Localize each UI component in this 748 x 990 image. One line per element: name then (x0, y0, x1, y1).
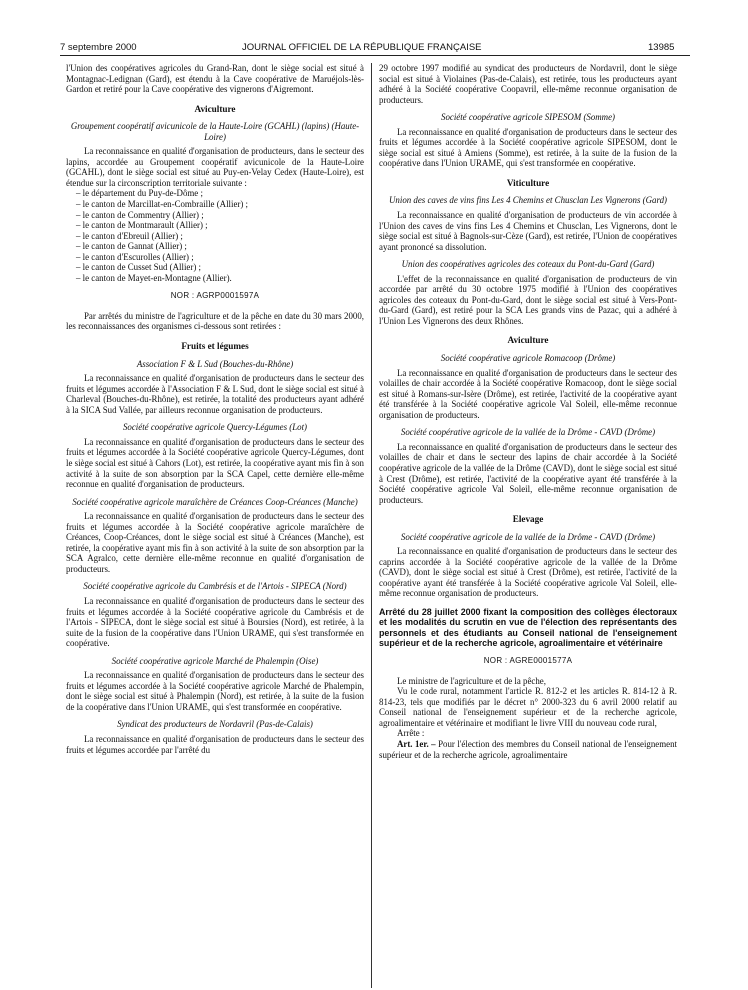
paragraph: La reconnaissance en qualité d'organisation de producteurs dans le secteur des volailles de chair et dans le secteur des lapins de chair accordée à la Société coopérative agricole de la vallée de la Drôme (CAVD), dont le siège social est situé à Crest (Drôme), est retirée, l'activité de la coopérative ayant été transférée à la Société coopérative agricole Val Soleil, elle-même reconnue organisation de producteurs. (379, 441, 677, 505)
header-page-number: 13985 (648, 42, 675, 53)
list-item: – le canton de Marcillat-en-Combraille (Allier) ; (76, 199, 249, 210)
left-column (66, 63, 364, 755)
paragraph: Arrête : (397, 728, 425, 739)
header-date: 7 septembre 2000 (60, 42, 137, 53)
section-heading: Aviculture (507, 335, 549, 346)
section-heading: Elevage (512, 514, 544, 525)
section-heading: Viticulture (506, 177, 550, 188)
organisation-heading: Société coopérative agricole de la vallée de la Drôme - CAVD (Drôme) (400, 427, 656, 438)
paragraph: La reconnaissance en qualité d'organisation de producteurs dans le secteur des fruits et légumes accordée à la Société coopérative agricole Marché de Phalempin, dont le siège social est situé à Phalempin (Nord), est retirée, à la suite de la fusion de la coopérative dans l'Union URAME, qui s'est transformée en coopérative. (66, 670, 364, 712)
organisation-heading: Société coopérative agricole de la vallée de la Drôme - CAVD (Drôme) (400, 531, 656, 542)
organisation-heading: Société coopérative agricole Romacoop (Drôme) (440, 353, 616, 364)
paragraph: La reconnaissance en qualité d'organisation de producteurs dans le secteur des fruits et légumes accordée à la Société coopérative agricole du Cambrésis et de l'Artois - SIPECA, dont le siège social est situé à Boursies (Nord), est retirée, à la suite de la fusion de la coopérative dans l'Union URAME, qui s'est transformée en coopérative. (66, 595, 364, 649)
organisation-heading: Société coopérative agricole Marché de Phalempin (Oise) (111, 655, 319, 666)
list-item: – le canton de Mayet-en-Montagne (Allier). (76, 272, 232, 283)
paragraph: La reconnaissance en qualité d'organisation de producteurs, dans le secteur des lapins, accordée au Groupement coopératif avicunicole de la Haute-Loire (GCAHL), dont le siège social est situé au Puy-en-Velay Cedex (Haute-Loire), est étendue sur la circonscription territoriale suivante : (66, 146, 364, 188)
organisation-heading: Union des coopératives agricoles des coteaux du Pont-du-Gard (Gard) (401, 259, 655, 270)
organisation-heading: Société coopérative agricole Quercy-Légumes (Lot) (122, 422, 307, 433)
organisation-heading: Groupement coopératif avicunicole de la Haute-Loire (GCAHL) (lapins) (Haute-Loire) (70, 121, 360, 142)
header-rule (60, 55, 690, 56)
right-column (379, 63, 677, 760)
nor-reference: NOR : AGRE0001577A (483, 656, 573, 666)
paragraph: La reconnaissance en qualité d'organisation de producteurs dans le secteur des caprins accordée à la Société coopérative agricole de la vallée de la Drôme (CAVD), dont le siège social est situé à Crest (Drôme), est retirée, l'activité de la coopérative ayant été transférée à la Société coopérative agricole Val Soleil, elle-même reconnue organisation de producteurs. (379, 546, 677, 599)
article-text: Pour l'élection des membres du Conseil national de l'enseignement supérieur et de la recherche agricole, agroalimentaire (379, 738, 677, 760)
paragraph: La reconnaissance en qualité d'organisation de producteurs dans le secteur des volailles de chair accordée à la Société coopérative Romacoop, dont le siège social est situé à Romans-sur-Isère (Drôme), est retirée, l'activité de la coopérative ayant été transférée à la Société coopérative agricole Val Soleil, elle-même reconnue organisation de producteurs. (379, 367, 677, 420)
paragraph: L'effet de la reconnaissance en qualité d'organisation de producteurs de vin accordée par arrêté du 30 octobre 1975 modifié à l'Union des coopératives agricoles des coteaux du Pont-du-Gard, dont le siège social est situé à Vers-Pont-du-Gard (Gard), est retiré pour la SCA Les grands vins de Pazac, qui a adhéré à l'Union Les Vignerons des deux Rhônes. (379, 273, 677, 326)
list-item: – le canton d'Ebreuil (Allier) ; (76, 230, 183, 241)
paragraph: La reconnaissance en qualité d'organisation de producteurs de vin accordée à l'Union des caves de vins fins Les 4 Chemins et Chusclan, Les Vignerons, dont le siège social est situé à Bagnols-sur-Cèze (Gard), est retirée, l'Union de coopératives ayant prononcé sa dissolution. (379, 210, 677, 252)
paragraph: La reconnaissance en qualité d'organisation de producteurs dans le secteur des fruits et légumes accordée à l'Association F & L Sud, dont le siège social est situé à Charleval (Bouches-du-Rhône), est retirée, la totalité des producteurs ayant adhéré à la SICA Sud Vallée, par ailleurs reconnue organisation de producteurs. (66, 373, 364, 415)
organisation-heading: Société coopérative agricole maraîchère de Créances Coop-Créances (Manche) (72, 496, 358, 507)
canton-list (66, 188, 364, 283)
section-heading: Aviculture (194, 103, 236, 114)
organisation-heading: Association F & L Sud (Bouches-du-Rhône) (136, 358, 294, 369)
organisation-heading: Société coopérative agricole SIPESOM (Somme) (441, 112, 615, 123)
list-item: – le canton de Gannat (Allier) ; (76, 241, 187, 252)
list-item: – le canton de Montmarault (Allier) ; (76, 220, 208, 231)
paragraph: Par arrêtés du ministre de l'agriculture et de la pêche en date du 30 mars 2000, les reconnaissances des organismes ci-dessous sont retirées : (66, 310, 364, 332)
organisation-heading: Syndicat des producteurs de Nordavril (Pas-de-Calais) (117, 719, 313, 730)
paragraph: Vu le code rural, notamment l'article R. 812-2 et les articles R. 814-12 à R. 814-23, tels que modifiés par le décret n° 2000-323 du 6 avril 2000 relatif au Conseil national de l'enseignement supérieur et de la recherche agricole, agroalimentaire et vétérinaire et modifiant le livre VIII du nouveau code rural, (379, 686, 677, 728)
column-divider (371, 63, 372, 988)
article-label: Art. 1er. – (397, 738, 436, 749)
list-item: – le département du Puy-de-Dôme ; (76, 188, 203, 199)
paragraph: La reconnaissance en qualité d'organisation de producteurs dans le secteur des fruits et légumes accordée à la Société coopérative agricole SIPESOM, dont le siège social est situé à Amiens (Somme), est retirée, à la suite de la fusion de la coopérative dans l'Union URAME, qui s'est transformée en coopérative. (379, 126, 677, 169)
arrete-title: Arrêté du 28 juillet 2000 fixant la composition des collèges électoraux et les modalités du scrutin en vue de l'élection des représentants des personnels et des étudiants au Conseil national de l'enseignement supérieur et de la recherche agricole, agroalimentaire et vétérinaire (379, 606, 677, 648)
nor-reference: NOR : AGRP0001597A (170, 291, 260, 301)
paragraph: Le ministre de l'agriculture et de la pêche, (397, 675, 546, 686)
paragraph: 29 octobre 1997 modifié au syndicat des producteurs de Nordavril, dont le siège social est situé à Violaines (Pas-de-Calais), est retirée, tous les producteurs ayant adhéré à la Société coopérative Coopavril, elle-même reconnue organisation de producteurs. (379, 63, 677, 105)
section-heading: Fruits et légumes (181, 341, 249, 352)
header-title: JOURNAL OFFICIEL DE LA RÉPUBLIQUE FRANÇAISE (242, 42, 482, 53)
organisation-heading: Union des caves de vins fins Les 4 Chemins et Chusclan Les Vignerons (Gard) (389, 195, 667, 206)
article-paragraph (379, 739, 677, 760)
list-item: – le canton de Commentry (Allier) ; (76, 209, 204, 220)
paragraph: La reconnaissance en qualité d'organisation de producteurs dans le secteur des fruits et légumes accordée à la Société coopérative agricole Quercy-Légumes, dont le siège social est situé à Cahors (Lot), est retirée, la coopérative ayant mis fin à son activité à la suite de son absorption par la SCA Capel, cette dernière elle-même reconnue en qualité d'organisation de producteurs. (66, 436, 364, 490)
paragraph: La reconnaissance en qualité d'organisation de producteurs dans le secteur des fruits et légumes accordée par l'arrêté du (66, 733, 364, 755)
list-item: – le canton de Cusset Sud (Allier) ; (76, 262, 201, 273)
paragraph: La reconnaissance en qualité d'organisation de producteurs dans le secteur des fruits et légumes accordée à la Société coopérative agricole maraîchère de Créances, Coop-Créances, dont le siège social est situé à Créances (Manche), est retirée, la coopérative ayant mis fin à son activité à la suite de son absorption par la SCA Agralco, cette dernière elle-même reconnue en qualité d'organisation de producteurs. (66, 511, 364, 574)
organisation-heading: Société coopérative agricole du Cambrésis et de l'Artois - SIPECA (Nord) (83, 581, 347, 592)
paragraph: l'Union des coopératives agricoles du Grand-Ran, dont le siège social est situé à Montagnac-Ledignan (Gard), est étendu à la Cave coopérative de Maruéjols-lès-Gardon et retiré pour la Cave coopérative des vignerons d'Aigremont. (66, 63, 364, 95)
list-item: – le canton d'Escurolles (Allier) ; (76, 251, 194, 262)
